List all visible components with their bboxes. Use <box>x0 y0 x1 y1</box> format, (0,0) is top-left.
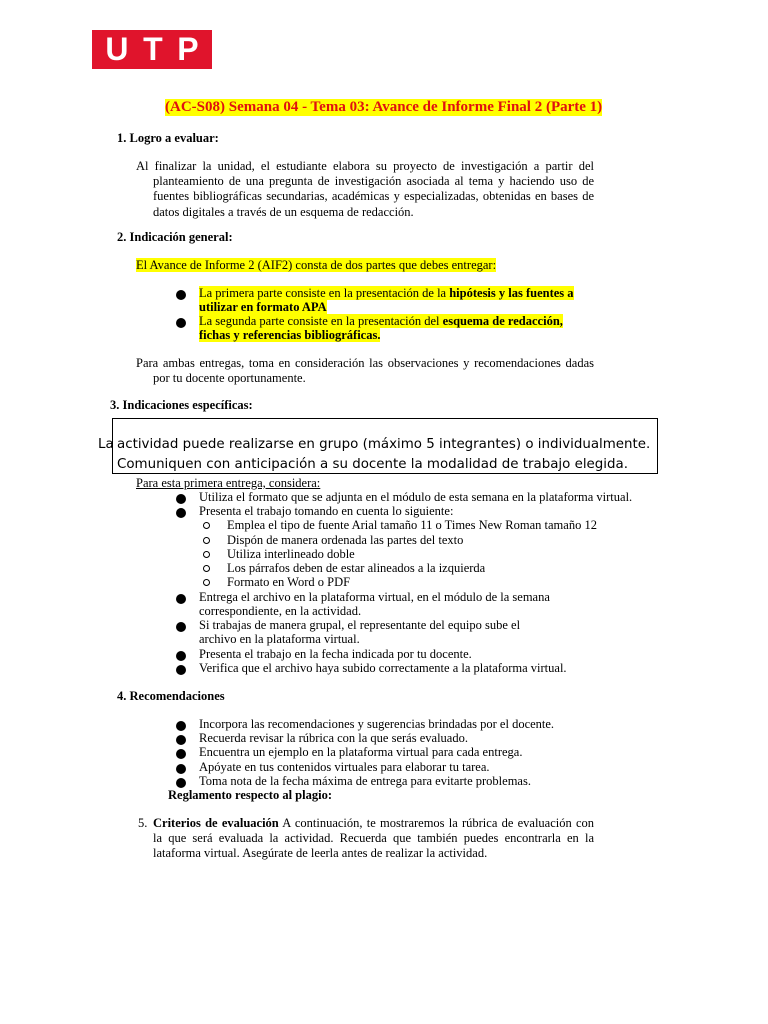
subitem: Los párrafos deben de estar alineados a la izquierda <box>227 561 486 575</box>
logo-letter-p: P <box>177 31 199 67</box>
bullet2-line2: fichas y referencias bibliográficas. <box>199 328 381 343</box>
section1-heading: 1. Logro a evaluar: <box>117 131 219 145</box>
item4-line2: archivo en la plataforma virtual. <box>199 632 360 647</box>
rec-item: Incorpora las recomendaciones y sugerencias brindadas por el docente. <box>199 717 555 731</box>
subitem: Formato en Word o PDF <box>227 575 351 589</box>
section3-item5: Presenta el trabajo en la fecha indicada por tu docente. <box>199 647 472 661</box>
document-title: (AC-S08) Semana 04 - Tema 03: Avance de Informe Final 2 (Parte 1) <box>165 99 603 115</box>
section3-item6: Verifica que el archivo haya subido correctamente a la plataforma virtual. <box>199 661 567 675</box>
bullet-icon <box>176 594 186 604</box>
section3-underline: Para esta primera entrega, considera: <box>136 476 321 490</box>
section5-paragraph <box>153 816 594 862</box>
section2-closing <box>136 356 594 386</box>
plagio-heading: Reglamento respecto al plagio: <box>168 788 332 802</box>
section2-bullet1 <box>199 286 574 314</box>
subitem: Emplea el tipo de fuente Arial tamaño 11 o Times New Roman tamaño 12 <box>227 518 597 532</box>
bullet-icon <box>176 318 186 328</box>
logo-letter-t: T <box>143 31 163 67</box>
section5-number: 5. <box>138 816 148 830</box>
circle-bullet-icon <box>203 565 210 572</box>
bullet-icon <box>176 721 186 731</box>
circle-bullet-icon <box>203 551 210 558</box>
rec-item: Apóyate en tus contenidos virtuales para elaborar tu tarea. <box>199 760 490 774</box>
section4-heading: 4. Recomendaciones <box>117 689 225 703</box>
bullet-icon <box>176 508 186 518</box>
section2-bullet2 <box>199 314 563 342</box>
bullet-icon <box>176 651 186 661</box>
section1-paragraph <box>136 159 594 220</box>
section2-intro <box>136 258 496 273</box>
box-line1: actividad puede realizarse en grupo (máximo 5 integrantes) o individualmente. <box>117 437 651 452</box>
bullet2-text: La segunda parte consiste en la presentación del <box>199 314 443 328</box>
section5-text <box>153 816 594 862</box>
bullet-icon <box>176 735 186 745</box>
box-prefix: La <box>98 437 114 452</box>
circle-bullet-icon <box>203 522 210 529</box>
section3-item4 <box>199 618 520 646</box>
section5-body: A continuación, te mostraremos la rúbrica de evaluación con la que será evaluada la actividad. Recuerda que también puedes encontrarla en la lataforma virtual. Asegúrate de leerla antes de realizar la actividad. <box>153 816 594 861</box>
section2-intro-text: El Avance de Informe 2 (AIF2) consta de dos partes que debes entregar: <box>136 258 497 272</box>
subitem: Dispón de manera ordenada las partes del texto <box>227 533 464 547</box>
subitem: Utiliza interlineado doble <box>227 547 355 561</box>
utp-logo <box>92 30 212 69</box>
section2-closing-text: Para ambas entregas, toma en consideración las observaciones y recomendaciones dadas por tu docente oportunamente. <box>136 356 594 386</box>
item3-line1: Entrega el archivo en la plataforma virtual, en el módulo de la semana <box>199 590 550 604</box>
bullet1-bold: hipótesis y las fuentes a <box>449 286 574 300</box>
section5-bold: Criterios de evaluación <box>153 816 279 830</box>
bullet1-text: La primera parte consiste en la presentación de la <box>199 286 450 300</box>
bullet-icon <box>176 494 186 504</box>
item4-line1: Si trabajas de manera grupal, el representante del equipo sube el <box>199 618 521 632</box>
circle-bullet-icon <box>203 579 210 586</box>
bullet-icon <box>176 749 186 759</box>
logo-letter-u: U <box>105 31 129 67</box>
bullet1-line2: utilizar en formato APA <box>199 300 327 315</box>
section3-item1: Utiliza el formato que se adjunta en el módulo de esta semana en la plataforma virtual. <box>199 490 633 504</box>
bullet-icon <box>176 622 186 632</box>
section3-heading: 3. Indicaciones específicas: <box>110 398 253 412</box>
circle-bullet-icon <box>203 537 210 544</box>
section2-heading: 2. Indicación general: <box>117 230 233 244</box>
rec-item: Toma nota de la fecha máxima de entrega para evitarte problemas. <box>199 774 531 788</box>
box-line2: Comuniquen con anticipación a su docente la modalidad de trabajo elegida. <box>117 457 628 472</box>
section1-text: Al finalizar la unidad, el estudiante elabora su proyecto de investigación a partir del planteamiento de una pregunta de investigación asociada al tema y haciendo uso de fuentes bibliográficas secundarias, académicas y especializadas, obtenidas en bases de datos digitales a través de un esquema de redacción. <box>136 159 594 219</box>
item3-line2: correspondiente, en la actividad. <box>199 604 362 619</box>
section3-item2: Presenta el trabajo tomando en cuenta lo siguiente: <box>199 504 454 518</box>
rec-item: Recuerda revisar la rúbrica con la que serás evaluado. <box>199 731 468 745</box>
bullet-icon <box>176 665 186 675</box>
bullet-icon <box>176 778 186 788</box>
rec-item: Encuentra un ejemplo en la plataforma virtual para cada entrega. <box>199 745 523 759</box>
bullet2-bold: esquema de redacción, <box>442 314 563 328</box>
bullet-icon <box>176 764 186 774</box>
bullet-icon <box>176 290 186 300</box>
section3-item3 <box>199 590 550 618</box>
